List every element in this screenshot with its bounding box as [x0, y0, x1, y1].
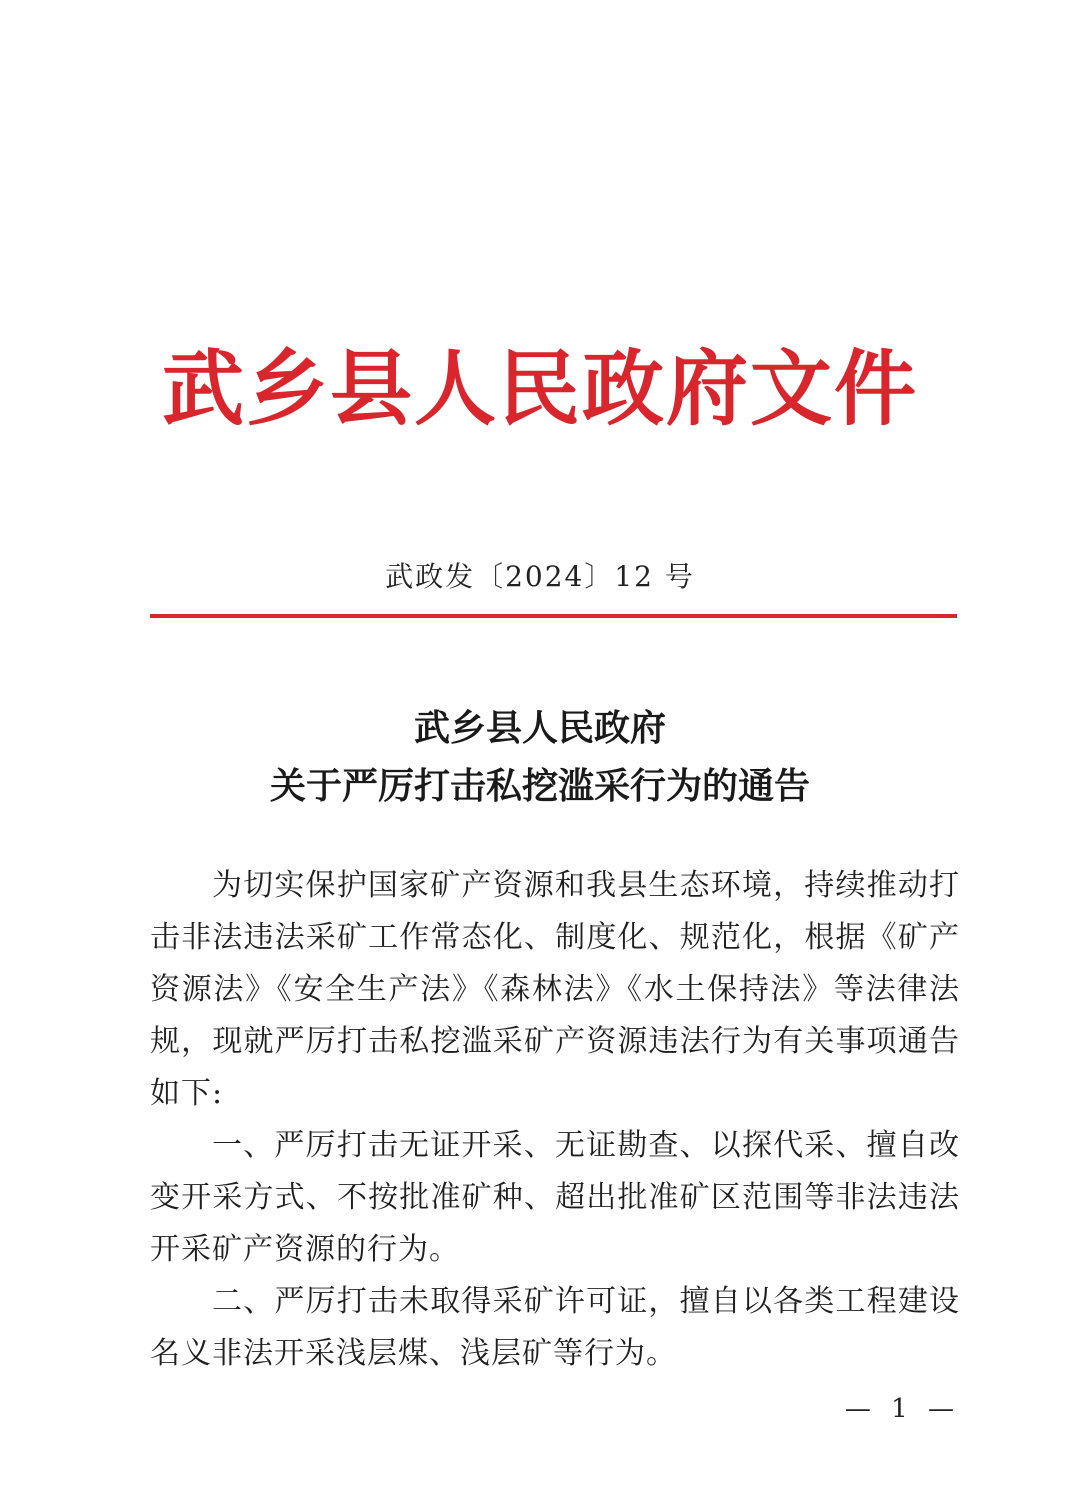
notice-body — [150, 860, 960, 1380]
body-paragraph-intro: 为切实保护国家矿产资源和我县生态环境，持续推动打击非法违法采矿工作常态化、制度化、规范化，根据《矿产资源法》《安全生产法》《森林法》《水土保持法》等法律法规，现就严厉打击私挖滥采矿产资源违法行为有关事项通告如下: — [150, 868, 960, 1111]
body-paragraph-item-1: 一、严厉打击无证开采、无证勘查、以探代采、擅自改变开采方式、不按批准矿种、超出批准矿区范围等非法违法开采矿产资源的行为。 — [150, 1128, 960, 1267]
notice-title-line-1: 武乡县人民政府 — [413, 708, 666, 749]
page-number: — 1 — — [844, 1394, 960, 1424]
document-number: 武政发〔2024〕12 号 — [385, 560, 695, 593]
notice-title-line-2: 关于严厉打击私挖滥采行为的通告 — [269, 766, 810, 807]
red-divider-line — [150, 614, 957, 618]
body-paragraph-item-2: 二、严厉打击未取得采矿许可证，擅自以各类工程建设名义非法开采浅层煤、浅层矿等行为。 — [150, 1284, 960, 1371]
red-header-title: 武乡县人民政府文件 — [161, 342, 918, 437]
